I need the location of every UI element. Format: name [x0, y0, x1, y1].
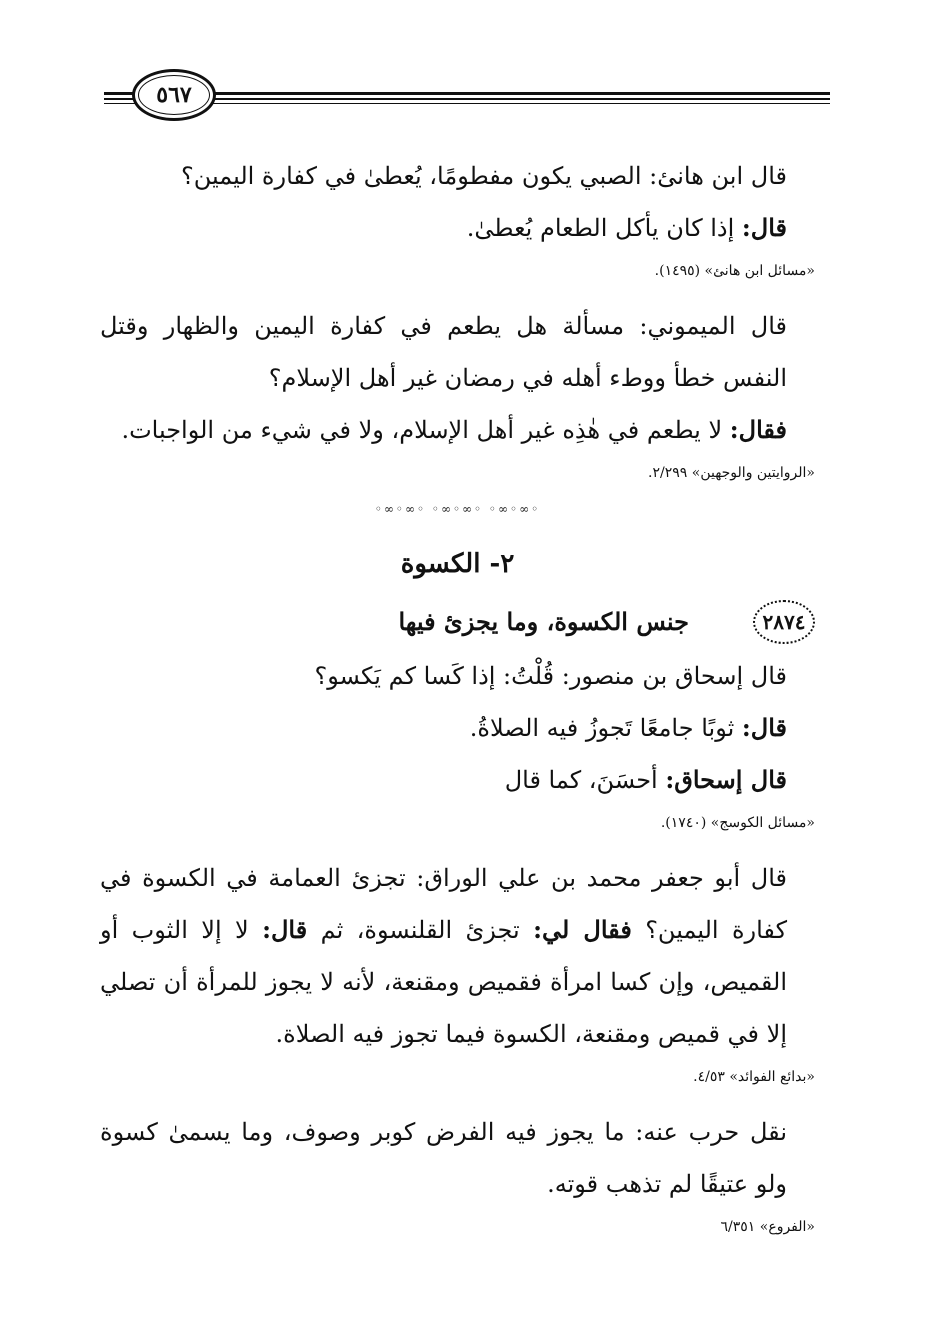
source-citation: «الفروع» ٦/٣٥١: [720, 1219, 815, 1235]
paragraph: نقل حرب عنه: ما يجوز فيه الفرض كوبر وصوف، وما يسمىٰ كسوة ولو عتيقًا لم تذهب قوته.: [100, 1118, 787, 1198]
page-header: [104, 66, 830, 126]
speaker-label: فقال:: [729, 415, 787, 444]
paragraph: [100, 702, 815, 754]
paragraph: [100, 202, 815, 254]
answer-text: لا يطعم في هٰذِه غير أهل الإسلام، ولا في شيء من الواجبات.: [121, 416, 730, 444]
paragraph: [100, 404, 815, 456]
page-number-badge: [132, 69, 216, 121]
section-title: ٢- الكسوة: [400, 549, 515, 579]
source-citation: «بدائع الفوائد» ٤/٥٣.: [693, 1069, 815, 1085]
page-number: ٥٦٧: [156, 82, 192, 108]
speaker-label: قال إسحاق:: [665, 765, 787, 794]
paragraph: [100, 150, 815, 202]
answer-text: أحسَنَ، كما قال: [504, 766, 666, 794]
speaker-label: قال:: [741, 213, 787, 242]
paragraph: [100, 754, 815, 806]
speaker-label: قال:: [262, 915, 308, 944]
entry-heading: [100, 600, 815, 644]
paragraph: قال الميموني: مسألة هل يطعم في كفارة اليمين والظهار وقتل النفس خطأ ووطء أهله في رمضان غير أهل الإسلام؟: [100, 312, 787, 392]
answer-text: إذا كان يأكل الطعام يُعطىٰ.: [466, 214, 742, 242]
source-citation: «مسائل ابن هانئ» (١٤٩٥).: [654, 263, 815, 279]
paragraph: [100, 852, 815, 1060]
source-citation: «الروايتين والوجهين» ٢/٢٩٩.: [648, 465, 815, 481]
entry-number-badge: ٢٨٧٤: [753, 600, 815, 644]
answer-text: ثوبًا جامعًا تَجوزُ فيه الصلاةُ.: [469, 714, 742, 742]
body-text: تجزئ القلنسوة، ثم: [307, 916, 534, 944]
body-text: لا إلا الثوب أو القميص، وإن كسا امرأة فقميص ومقنعة، لأنه لا يجوز للمرأة أن تصلي إلا في قميص ومقنعة، الكسوة فيما تجوز فيه الصلاة.: [100, 916, 787, 1048]
speaker-label: فقال لي:: [533, 915, 632, 944]
source-citation: «مسائل الكوسج» (١٧٤٠).: [660, 815, 815, 831]
question-text: قال ابن هانئ: الصبي يكون مفطومًا، يُعطىٰ في كفارة اليمين؟: [180, 162, 787, 190]
paragraph: قال إسحاق بن منصور: قُلْتُ: إذا كَسا كم يَكسو؟: [314, 662, 787, 690]
body-text: قال أبو جعفر محمد بن علي الوراق: تجزئ العمامة في الكسوة في كفارة اليمين؟: [100, 864, 787, 944]
ornament-divider: ◦∞◦∞◦ ◦∞◦∞◦ ◦∞◦∞◦: [374, 502, 541, 516]
entry-title: جنس الكسوة، وما يجزئ فيها: [398, 607, 689, 636]
page-content: [100, 150, 815, 1256]
speaker-label: قال:: [741, 713, 787, 742]
